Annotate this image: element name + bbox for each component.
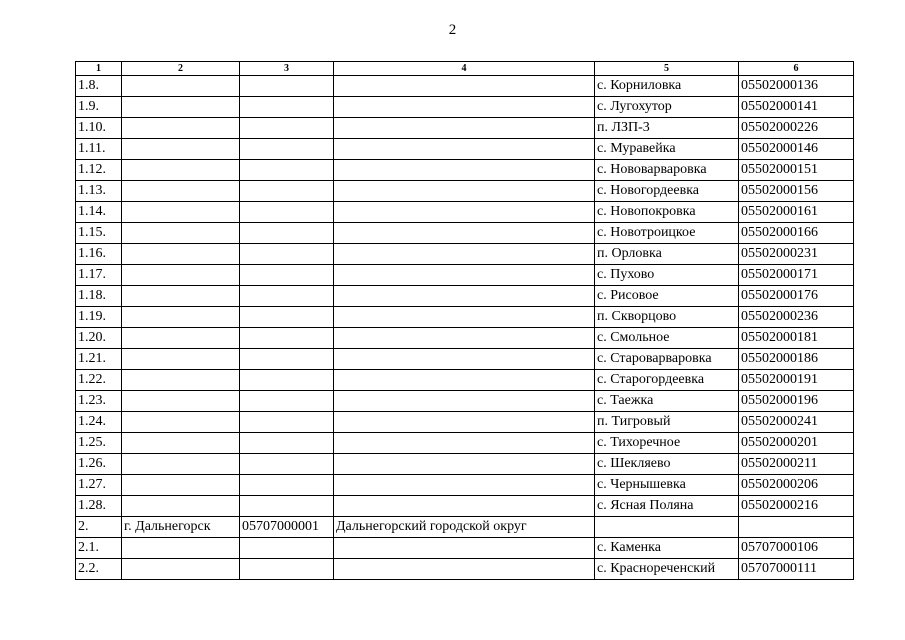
table-cell: 1.22.: [76, 370, 122, 391]
table-cell: [240, 265, 334, 286]
table-cell: [334, 475, 595, 496]
table-cell: 05502000216: [739, 496, 854, 517]
table-row: [76, 202, 854, 223]
table-cell: 2.: [76, 517, 122, 538]
table-cell: [240, 202, 334, 223]
table-cell: [240, 412, 334, 433]
table-cell: с. Таежка: [595, 391, 739, 412]
table-cell: [122, 97, 240, 118]
table-cell: [122, 559, 240, 580]
column-header: 3: [240, 62, 334, 76]
table-cell: [122, 265, 240, 286]
table-cell: [240, 181, 334, 202]
table-row: [76, 349, 854, 370]
table-row: [76, 118, 854, 139]
table-cell: с. Старогордеевка: [595, 370, 739, 391]
table-cell: с. Шекляево: [595, 454, 739, 475]
table-cell: [240, 97, 334, 118]
table-cell: [240, 559, 334, 580]
table-cell: с. Смольное: [595, 328, 739, 349]
table-cell: 05502000211: [739, 454, 854, 475]
table-cell: [240, 307, 334, 328]
table-row: [76, 475, 854, 496]
table-row: [76, 223, 854, 244]
table-row: [76, 328, 854, 349]
table-row: [76, 412, 854, 433]
table-cell: с. Краснореченский: [595, 559, 739, 580]
column-header: 1: [76, 62, 122, 76]
table-cell: [122, 76, 240, 97]
table-cell: 05502000166: [739, 223, 854, 244]
table-cell: 1.21.: [76, 349, 122, 370]
column-header: 6: [739, 62, 854, 76]
page-number: 2: [448, 22, 457, 38]
table-cell: 05502000241: [739, 412, 854, 433]
table-cell: п. Орловка: [595, 244, 739, 265]
table-cell: 1.16.: [76, 244, 122, 265]
table-row: [76, 370, 854, 391]
table-cell: 05502000151: [739, 160, 854, 181]
table-cell: [334, 97, 595, 118]
table-cell: с. Пухово: [595, 265, 739, 286]
table-cell: 05502000196: [739, 391, 854, 412]
table-cell: [122, 370, 240, 391]
table-row: [76, 244, 854, 265]
table-cell: 05502000206: [739, 475, 854, 496]
table-cell: 05502000176: [739, 286, 854, 307]
table-cell: [595, 517, 739, 538]
table-cell: [334, 496, 595, 517]
table-cell: [122, 223, 240, 244]
table-cell: с. Муравейка: [595, 139, 739, 160]
table-cell: с. Новотроицкое: [595, 223, 739, 244]
table-row: [76, 496, 854, 517]
table-row: [76, 181, 854, 202]
table-cell: [334, 370, 595, 391]
table-row: [76, 265, 854, 286]
table-cell: 1.17.: [76, 265, 122, 286]
table-cell: 05502000201: [739, 433, 854, 454]
table-cell: [739, 517, 854, 538]
table-cell: [122, 328, 240, 349]
table-cell: г. Дальнегорск: [122, 517, 240, 538]
table-cell: [334, 286, 595, 307]
table-cell: п. ЛЗП-3: [595, 118, 739, 139]
column-header: 2: [122, 62, 240, 76]
table-cell: [240, 139, 334, 160]
table-cell: [334, 265, 595, 286]
table-cell: 2.2.: [76, 559, 122, 580]
table-cell: с. Рисовое: [595, 286, 739, 307]
table-cell: [122, 139, 240, 160]
table-cell: 1.12.: [76, 160, 122, 181]
table-body: [76, 76, 854, 580]
table-cell: 1.14.: [76, 202, 122, 223]
table-cell: 1.9.: [76, 97, 122, 118]
table-cell: [122, 433, 240, 454]
table-row: [76, 97, 854, 118]
table-cell: 05502000146: [739, 139, 854, 160]
table-cell: с. Новопокровка: [595, 202, 739, 223]
table-cell: [240, 118, 334, 139]
table-cell: [122, 307, 240, 328]
table-cell: [122, 118, 240, 139]
table-cell: с. Каменка: [595, 538, 739, 559]
table-cell: п. Скворцово: [595, 307, 739, 328]
table-cell: 1.10.: [76, 118, 122, 139]
header-row: [76, 62, 854, 76]
table-cell: 1.20.: [76, 328, 122, 349]
table-cell: [122, 181, 240, 202]
table-cell: 05707000106: [739, 538, 854, 559]
table-cell: [334, 160, 595, 181]
table-cell: [334, 202, 595, 223]
table-cell: [334, 223, 595, 244]
table-cell: [240, 454, 334, 475]
table-cell: 05502000186: [739, 349, 854, 370]
table-cell: 1.27.: [76, 475, 122, 496]
table-cell: [240, 496, 334, 517]
table-cell: [240, 475, 334, 496]
table-cell: 1.25.: [76, 433, 122, 454]
table-cell: с. Лугохутор: [595, 97, 739, 118]
table-cell: 1.26.: [76, 454, 122, 475]
table-cell: с. Нововарваровка: [595, 160, 739, 181]
table-cell: [334, 307, 595, 328]
table-cell: 05502000161: [739, 202, 854, 223]
table-cell: 05502000171: [739, 265, 854, 286]
table-cell: 05502000231: [739, 244, 854, 265]
table-cell: 1.28.: [76, 496, 122, 517]
table-cell: 05707000111: [739, 559, 854, 580]
table-cell: с. Корниловка: [595, 76, 739, 97]
table-cell: [334, 328, 595, 349]
table-cell: [122, 349, 240, 370]
table-cell: [240, 160, 334, 181]
table-cell: [122, 160, 240, 181]
table-cell: [334, 538, 595, 559]
table-cell: с. Староварваровка: [595, 349, 739, 370]
table-cell: [334, 433, 595, 454]
registry-table: [75, 61, 854, 580]
table-cell: [122, 286, 240, 307]
table-cell: [334, 139, 595, 160]
table-row: [76, 454, 854, 475]
table-cell: 1.24.: [76, 412, 122, 433]
table-cell: [334, 118, 595, 139]
table-cell: с. Чернышевка: [595, 475, 739, 496]
column-header: 4: [334, 62, 595, 76]
table-row: [76, 433, 854, 454]
table-cell: [334, 412, 595, 433]
table-row: [76, 286, 854, 307]
table-cell: 1.13.: [76, 181, 122, 202]
table-row: [76, 160, 854, 181]
column-header: 5: [595, 62, 739, 76]
table-cell: [334, 349, 595, 370]
table-cell: [334, 76, 595, 97]
table-row: [76, 139, 854, 160]
table-cell: [334, 559, 595, 580]
table-cell: [240, 370, 334, 391]
table-cell: [334, 391, 595, 412]
table-cell: 1.23.: [76, 391, 122, 412]
table-cell: [122, 454, 240, 475]
table-cell: 05502000181: [739, 328, 854, 349]
table-cell: [122, 475, 240, 496]
table-cell: [240, 391, 334, 412]
table-row: [76, 76, 854, 97]
table-cell: 1.19.: [76, 307, 122, 328]
table-cell: [240, 433, 334, 454]
table-cell: с. Новогордеевка: [595, 181, 739, 202]
table-cell: 1.15.: [76, 223, 122, 244]
table-cell: Дальнегорский городской округ: [334, 517, 595, 538]
table-row: [76, 307, 854, 328]
table-cell: 05502000141: [739, 97, 854, 118]
table-cell: [240, 76, 334, 97]
table-cell: [240, 223, 334, 244]
table-cell: [334, 454, 595, 475]
table-cell: 05502000236: [739, 307, 854, 328]
table-cell: 1.8.: [76, 76, 122, 97]
table-row: [76, 538, 854, 559]
table-cell: 05502000191: [739, 370, 854, 391]
table-cell: 05502000226: [739, 118, 854, 139]
table-row: [76, 391, 854, 412]
table-cell: 05502000136: [739, 76, 854, 97]
table-cell: [122, 496, 240, 517]
table-cell: с. Тихоречное: [595, 433, 739, 454]
table-cell: [122, 412, 240, 433]
table-cell: п. Тигровый: [595, 412, 739, 433]
table-cell: [122, 202, 240, 223]
table-cell: с. Ясная Поляна: [595, 496, 739, 517]
table-cell: [334, 244, 595, 265]
table-row: [76, 559, 854, 580]
table-cell: [122, 391, 240, 412]
table-cell: [122, 244, 240, 265]
table-cell: 2.1.: [76, 538, 122, 559]
table-cell: [334, 181, 595, 202]
table-cell: 05502000156: [739, 181, 854, 202]
table-cell: [240, 286, 334, 307]
table-row: [76, 517, 854, 538]
table-cell: [240, 244, 334, 265]
table-cell: [240, 538, 334, 559]
table-cell: [122, 538, 240, 559]
table-cell: 1.18.: [76, 286, 122, 307]
table-cell: [240, 349, 334, 370]
table-cell: 1.11.: [76, 139, 122, 160]
table-cell: 05707000001: [240, 517, 334, 538]
table-cell: [240, 328, 334, 349]
